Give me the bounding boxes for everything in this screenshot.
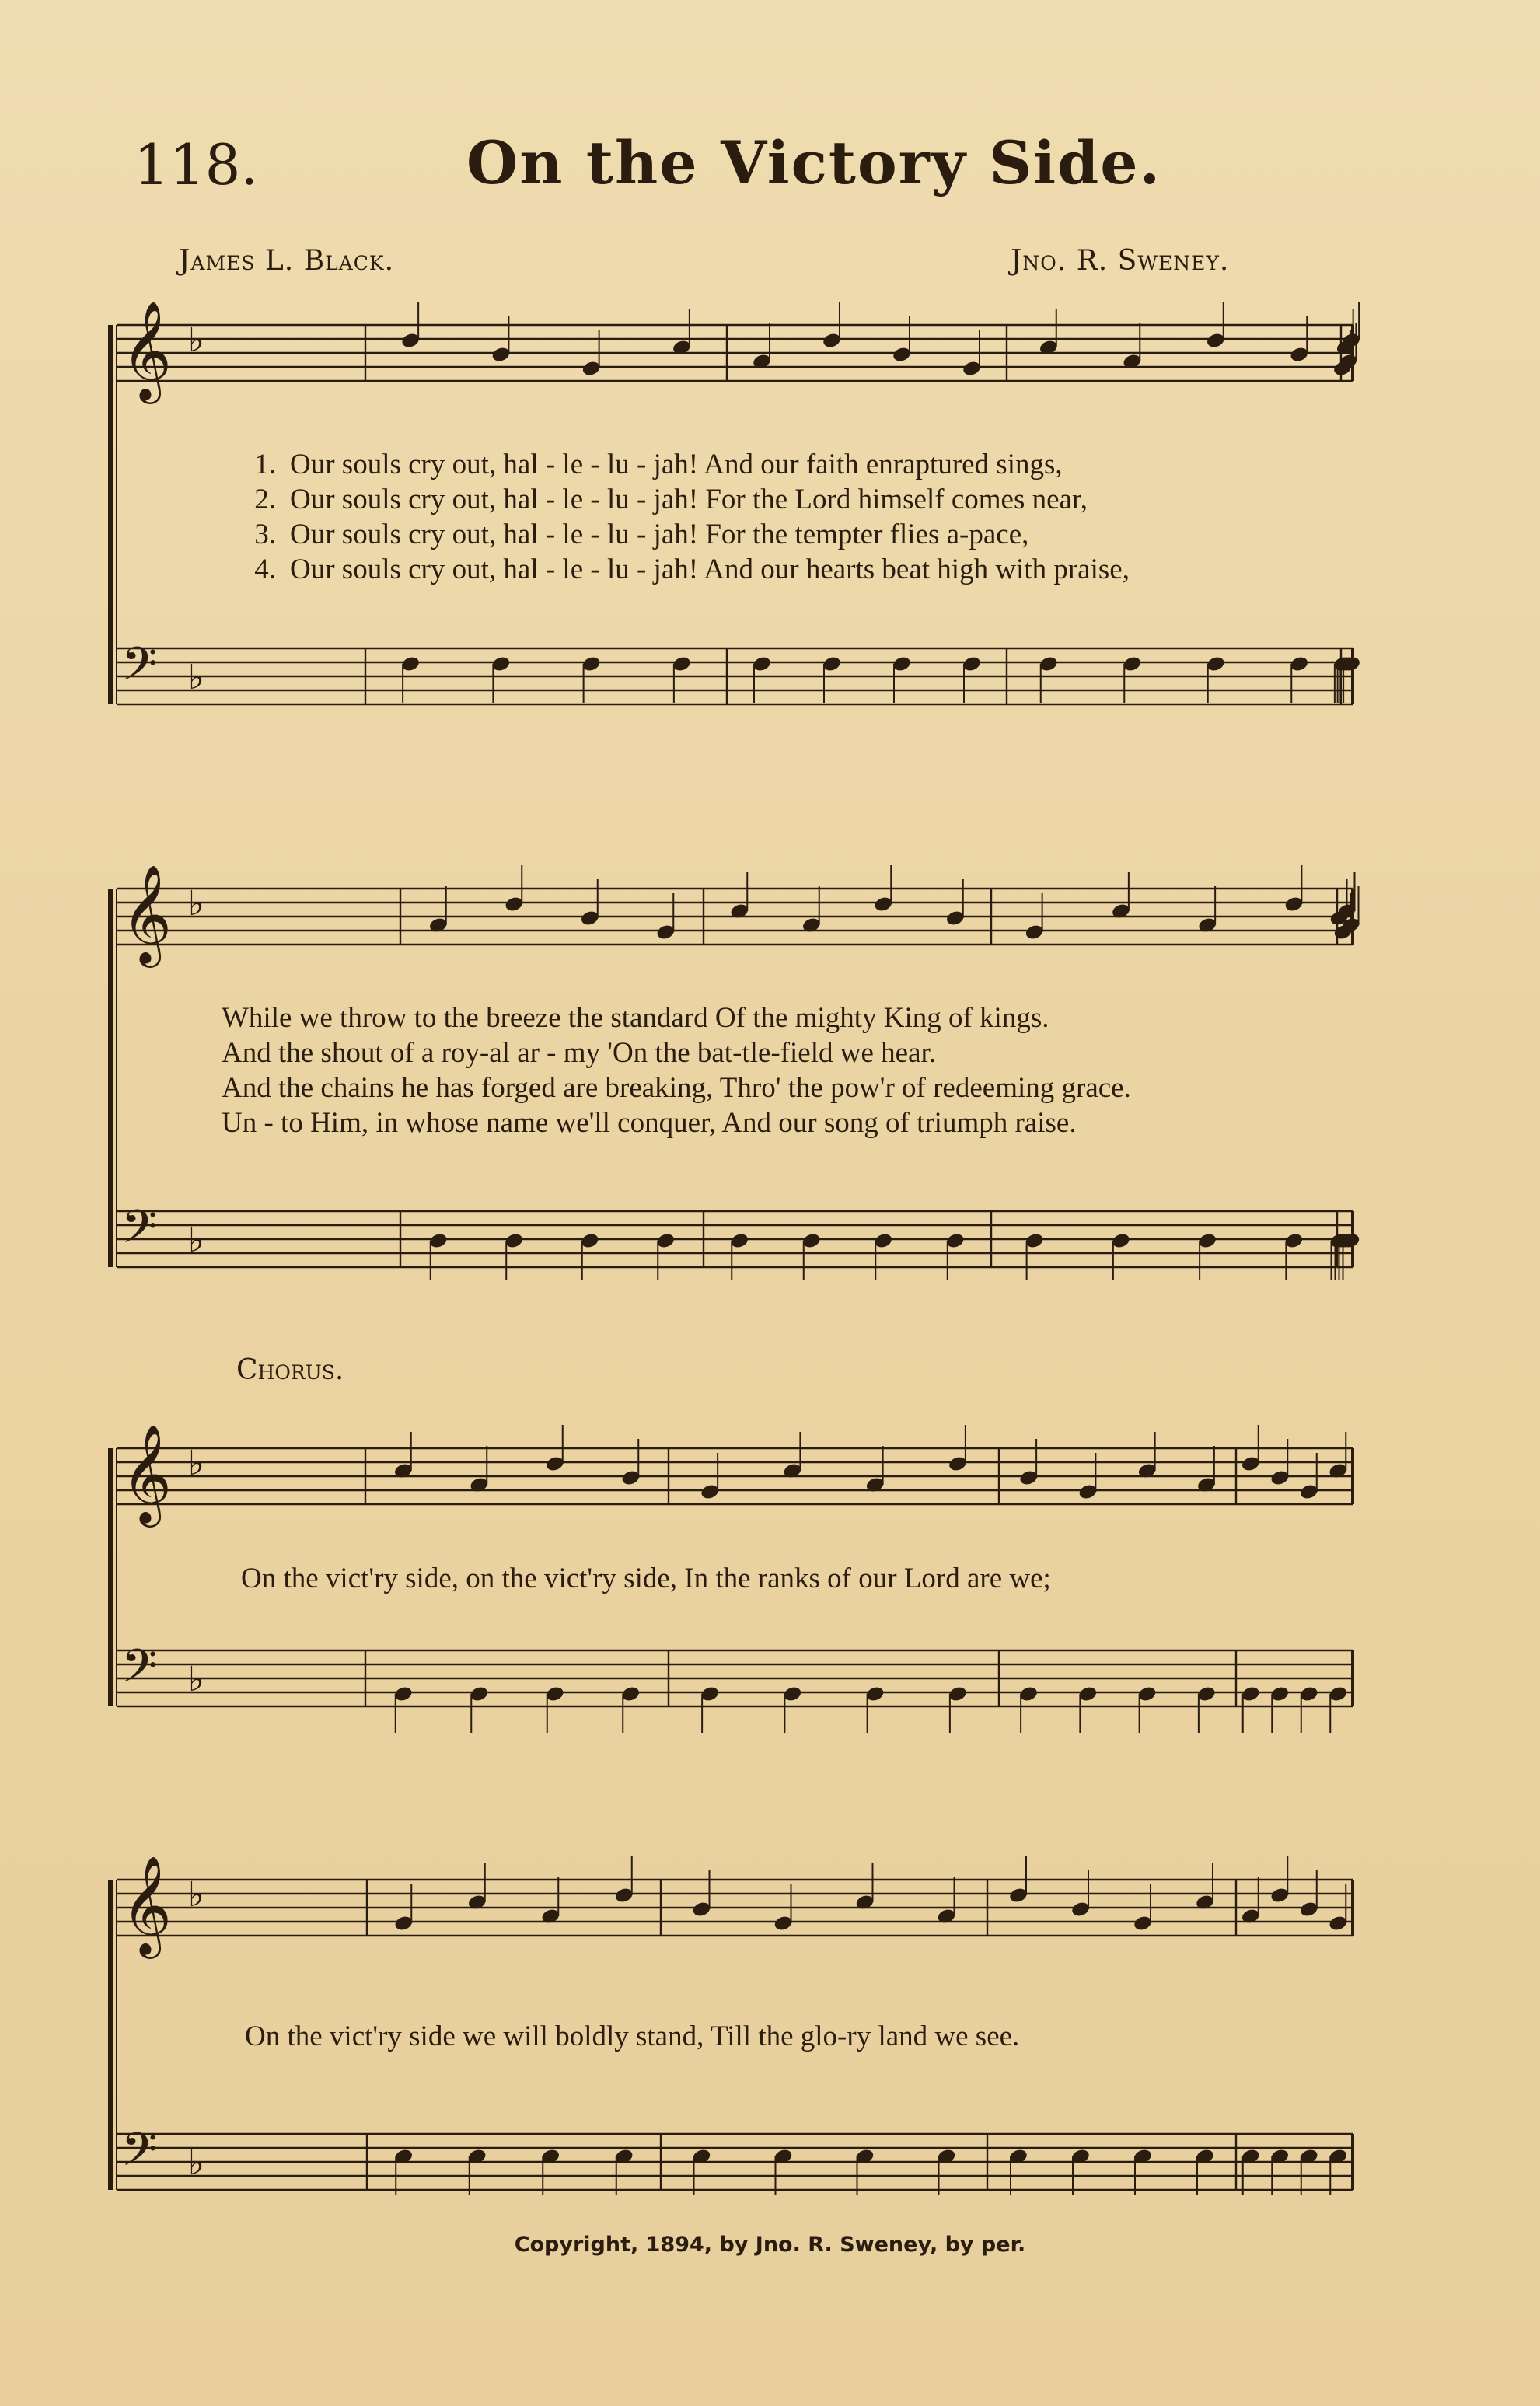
bass-clef-icon: 𝄢 (121, 2122, 158, 2188)
treble-clef-icon: 𝄞 (121, 1423, 173, 1523)
chorus-line-1: On the vict'ry side, on the vict'ry side, In the ranks of our Lord are we; (241, 1563, 1051, 1594)
hymn-title: On the Victory Side. (466, 128, 1162, 197)
flat-key-signature-icon: ♭ (188, 320, 204, 360)
verse-line-4: 4. Our souls cry out, hal - le - lu - jah! And our hearts beat high with praise, (254, 553, 1130, 585)
chorus-label: Chorus. (236, 1354, 344, 1386)
bass-clef-icon: 𝄢 (121, 1639, 158, 1704)
verse-line-1: 1. Our souls cry out, hal - le - lu - jah! And our faith enraptured sings, (254, 449, 1063, 480)
flat-key-signature-icon: ♭ (188, 1220, 204, 1260)
hymn-number: 118. (134, 132, 259, 197)
treble-clef-icon: 𝄞 (121, 864, 173, 963)
flat-key-signature-icon: ♭ (188, 1660, 204, 1699)
bass-clef-icon: 𝄢 (121, 637, 158, 702)
flat-key-signature-icon: ♭ (188, 2143, 204, 2183)
verse-line-2: 2. Our souls cry out, hal - le - lu - jah! For the Lord himself comes near, (254, 484, 1088, 515)
flat-key-signature-icon: ♭ (188, 1444, 204, 1483)
verse-line-2-end: And the shout of a roy-al ar - my 'On the bat-tle-field we hear. (222, 1037, 937, 1069)
bass-clef-icon: 𝄢 (121, 1200, 158, 1265)
chorus-lyrics-2 (245, 2019, 1019, 2054)
verse-line-3-end: And the chains he has forged are breaking, Thro' the pow'r of redeeming grace. (222, 1072, 1131, 1104)
flat-key-signature-icon: ♭ (188, 884, 204, 924)
copyright-notice: Copyright, 1894, by Jno. R. Sweney, by per. (514, 2233, 1026, 2257)
chorus-line-2: On the vict'ry side we will boldly stand, Till the glo-ry land we see. (245, 2020, 1020, 2052)
lyricist-credit: James L. Black. (179, 245, 395, 277)
treble-clef-icon: 𝄞 (121, 300, 173, 400)
composer-credit: Jno. R. Sweney. (1011, 245, 1230, 277)
flat-key-signature-icon: ♭ (188, 1875, 204, 1915)
verse-line-4-end: Un - to Him, in whose name we'll conquer, And our song of triumph raise. (222, 1107, 1077, 1139)
verse-line-3: 3. Our souls cry out, hal - le - lu - jah! For the tempter flies a-pace, (254, 519, 1029, 550)
treble-clef-icon: 𝄞 (121, 1855, 173, 1954)
flat-key-signature-icon: ♭ (188, 658, 204, 697)
verse-line-1-end: While we throw to the breeze the standard Of the mighty King of kings. (222, 1002, 1049, 1034)
